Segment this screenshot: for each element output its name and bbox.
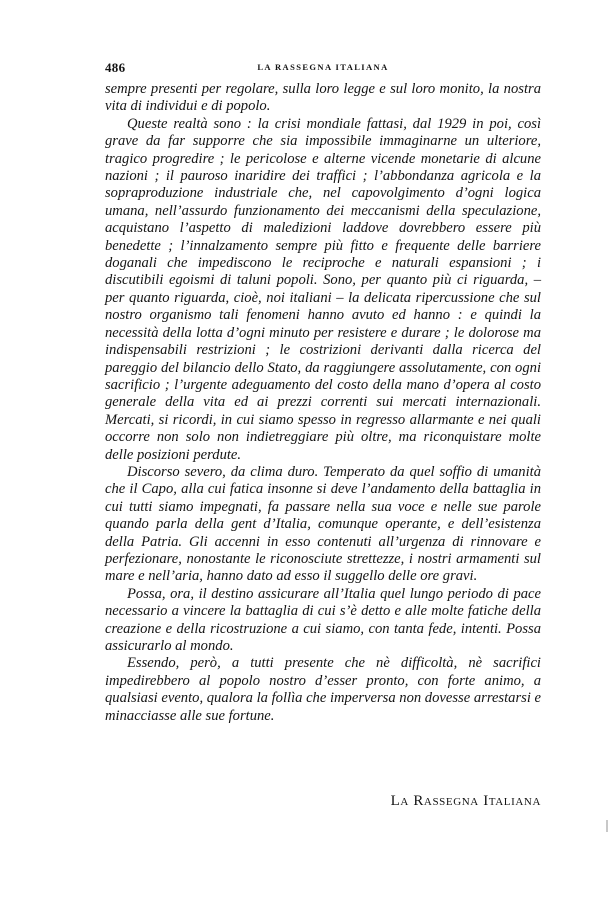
scan-edge-mark [606,820,608,832]
paragraph: Possa, ora, il destino assicurare all’Italia quel lungo periodo di pace necessario a vincere la battaglia di cui s’è detto e alle molte fatiche della creazione e della ricostruzione a cui siamo, con tanta fede, intenti. Possa assicurarlo al mondo. [105,585,541,654]
paragraph: Essendo, però, a tutti presente che nè difficoltà, nè sacrifici impedirebbero al popolo nostro d’esser pronto, con forte animo, a qualsiasi evento, qualora la follìa che imperversa non dovesse arrestarsi e minacciasse alle sue fortune. [105,655,542,724]
page-number: 486 [105,60,126,75]
paragraph: Discorso severo, da clima duro. Temperato da quel soffio di umanità che il Capo, alla cui fatica insonne si deve l’andamento della battaglia in cui tutti siamo impegnati, fa passare nella sua voce e nelle sue parole quando parla della gent d’Italia, comunque operante, e dell’esistenza della Patria. Gli accenni in esso contenuti all’urgenza di rinnovare e perfezionare, nonostante le riconosciute strettezze, i nostri armamenti sul mare e nell’aria, hanno dato ad esso il suggello delle ore gravi. [105,463,541,585]
page-header [105,60,541,76]
article-body [105,81,541,725]
paragraph: Queste realtà sono : la crisi mondiale fattasi, dal 1929 in poi, così grave da far supporre che sia impossibile immaginarne un ulteriore, tragico progredire ; le pericolose e alterne vicende monetarie di alcune nazioni ; il pauroso inaridire dei traffici ; l’abbondanza agricola e la sopraproduzione industriale che, nel capovolgimento d’ogni logica umana, nell’assurdo funzionamento dei meccanismi della speculazione, acquistano l’aspetto di maledizioni laddove dovrebbero essere più benedette ; l’innalzamento sempre più fitto e frequente delle barriere doganali che impediscono le reciproche e naturali espansioni ; i discutibili egoismi di taluni popoli. Sono, per quanto più ci riguarda, – per quanto riguarda, cioè, noi italiani – la delicata ripercussione che sul nostro organismo tali fenomeni hanno avuto ed hanno : e quindi la necessità della lotta d’ogni minuto per resistere e durare ; le dolorose ma indispensabili restrizioni ; le costrizioni derivanti dalla ricerca del pareggio del bilancio dello Stato, da raggiungere assolutamente, con ogni sacrificio ; l’urgente adeguamento del costo della mano d’opera al costo generale della vita ed ai prezzi correnti sui mercati internazionali. Mercati, si ricordi, in cui siamo spesso in regresso allarmante e nei quali occorre non solo non indietreggiare più oltre, ma riconquistare molte delle posizioni perdute. [105,115,541,463]
paragraph-continued: sempre presenti per regolare, sulla loro legge e sul loro monito, la nostra vita di individui e di popolo. [105,81,541,115]
signature: La Rassegna Italiana [390,793,541,809]
running-title: LA RASSEGNA ITALIANA [257,62,389,72]
